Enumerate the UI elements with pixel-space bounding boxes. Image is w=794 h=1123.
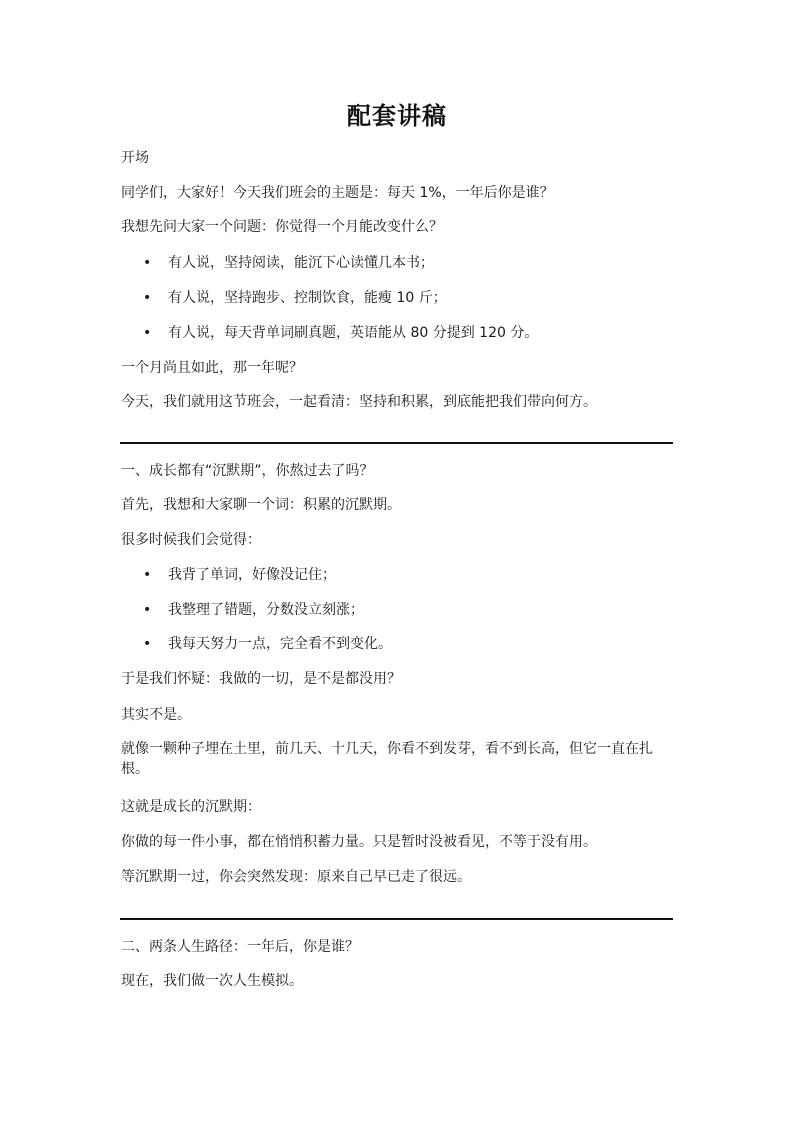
section1-paragraph-4: 其实不是。 [121,707,191,723]
section1-paragraph-1: 首先，我想和大家聊一个词：积累的沉默期。 [121,497,401,513]
section1-heading: 一、成长都有“沉默期”，你熬过去了吗？ [121,463,374,479]
bullet-dot: • [143,255,152,271]
intro-bullet-3: 有人说，每天背单词刷真题，英语能从 80 分提到 120 分。 [168,325,539,341]
section1-paragraph-5: 就像一颗种子埋在土里，前几天、十几天，你看不到发芽，看不到长高，但它一直在扎根。 [121,741,653,777]
section2-heading: 二、两条人生路径：一年后，你是谁？ [121,939,359,955]
bullet-dot: • [143,602,152,618]
section1-bullet-2: 我整理了错题，分数没立刻涨； [168,602,364,618]
section1-paragraph-6: 这就是成长的沉默期： [121,799,261,815]
bullet-dot: • [143,325,152,341]
bullet-dot: • [143,567,152,583]
bullet-dot: • [143,636,152,652]
intro-bullet-2: 有人说，坚持跑步、控制饮食，能瘦 10 斤； [168,290,447,306]
section1-paragraph-2: 很多时候我们会觉得： [121,532,261,548]
bullet-dot: • [143,290,152,306]
section1-bullet-3: 我每天努力一点，完全看不到变化。 [168,636,392,652]
intro-paragraph-3: 一个月尚且如此，那一年呢？ [121,360,303,376]
section-divider [120,918,673,920]
intro-bullet-1: 有人说，坚持阅读，能沉下心读懂几本书； [168,255,434,271]
intro-paragraph-4: 今天，我们就用这节班会，一起看清：坚持和积累，到底能把我们带向何方。 [121,394,597,410]
section1-bullet-1: 我背了单词，好像没记住； [168,567,336,583]
intro-heading: 开场 [121,150,149,166]
section1-paragraph-8: 等沉默期一过，你会突然发现：原来自己早已走了很远。 [121,869,471,885]
section2-paragraph-1: 现在，我们做一次人生模拟。 [121,973,303,989]
intro-paragraph-2: 我想先问大家一个问题：你觉得一个月能改变什么？ [121,219,443,235]
section1-paragraph-3: 于是我们怀疑：我做的一切，是不是都没用？ [121,671,401,687]
section1-paragraph-7: 你做的每一件小事，都在悄悄积蓄力量。只是暂时没被看见，不等于没有用。 [121,834,597,850]
page-title: 配套讲稿 [347,102,447,130]
section-divider [120,442,673,444]
intro-paragraph-1: 同学们，大家好！今天我们班会的主题是：每天 1%，一年后你是谁？ [121,185,554,201]
